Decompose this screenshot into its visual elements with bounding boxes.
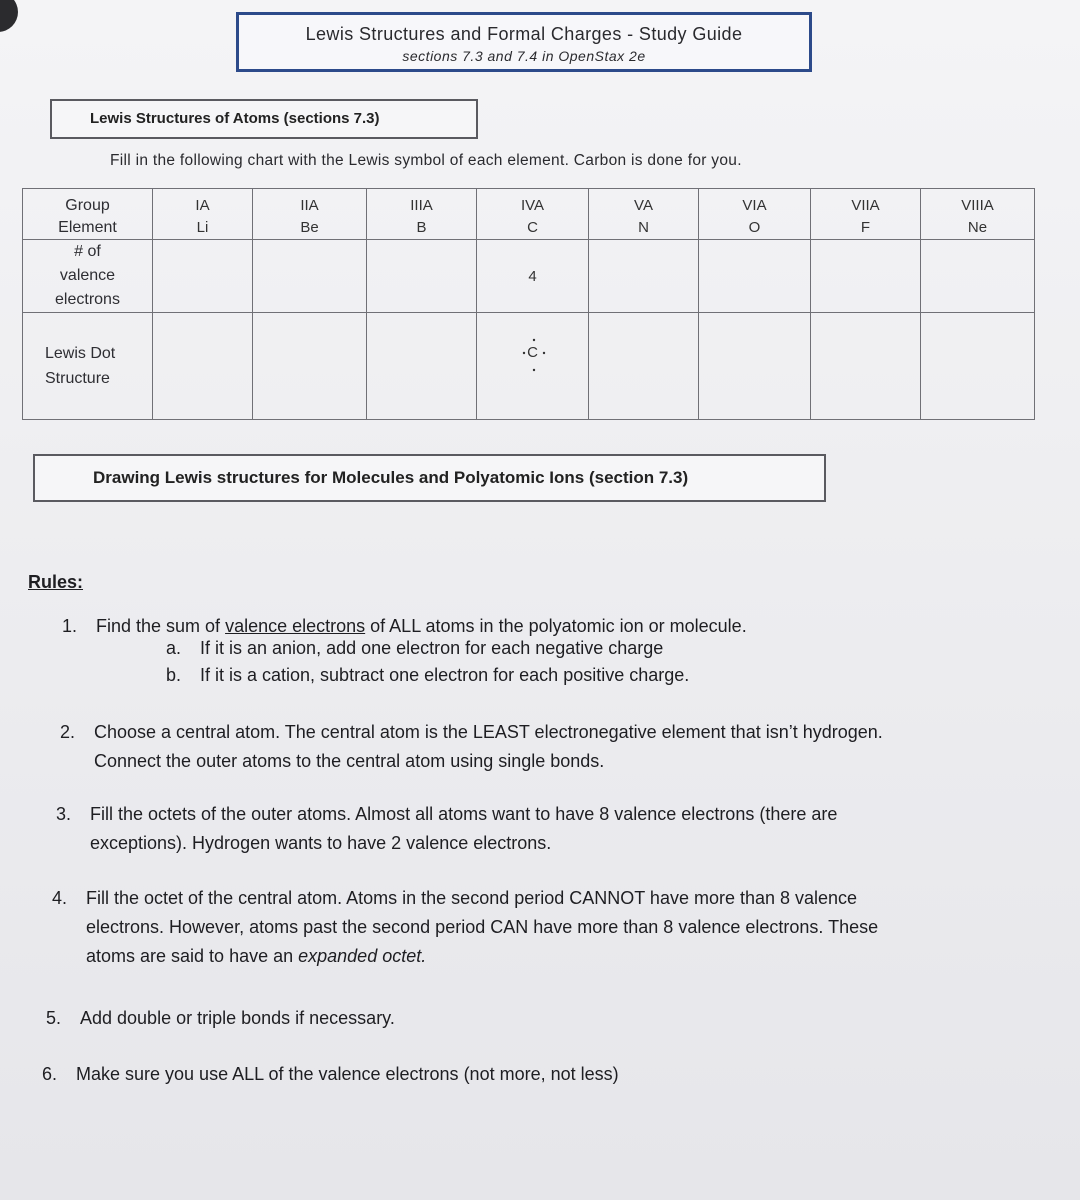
chart-cell-viia [811,189,921,240]
row-label-valence [23,240,153,313]
section-heading-atoms [50,99,478,139]
rule-4-line-1: Fill the octet of the central atom. Atoms in the second period CANNOT have more than 8 valence [86,888,858,908]
rule-number: 3. [56,804,72,824]
carbon-lewis-letter: C [527,343,538,361]
chart-instruction: Fill in the following chart with the Lewis symbol of each element. Carbon is done for you. [110,152,742,169]
lewis-cell-ne[interactable] [921,313,1035,420]
group-label: IIIA [410,197,433,214]
rule-text: Make sure you use ALL of the valence electrons (not more, not less) [76,1064,619,1084]
chart-cell-va [589,189,699,240]
lewis-symbol-chart [22,188,1035,420]
chart-cell-via [699,189,811,240]
element-symbol: Ne [967,219,988,236]
rule-number: 6. [42,1064,58,1084]
group-label: VIIIA [961,197,994,214]
title-box [236,12,812,72]
sub-label: a. [166,638,182,658]
lewis-cell-c [477,313,589,420]
element-symbol: Li [196,219,209,236]
row-label-lewis-2: Structure [45,370,110,387]
section-heading-atoms-text: Lewis Structures of Atoms (sections 7.3) [90,110,380,127]
row-label-group: Group [65,197,110,214]
group-label: IVA [520,197,545,214]
group-label: IIA [300,197,319,214]
sub-text: If it is a cation, subtract one electron for each positive charge. [200,665,690,685]
valence-cell-c: 4 [477,240,589,313]
rule-1-post: of ALL atoms in the polyatomic ion or molecule. [365,616,747,636]
element-symbol: Be [300,219,319,236]
rule-text [96,612,747,641]
element-symbol: C [527,219,538,236]
row-label-element: Element [58,219,117,236]
group-label: VIA [742,197,767,214]
valence-cell-be[interactable] [253,240,367,313]
lewis-cell-be[interactable] [253,313,367,420]
lewis-cell-b[interactable] [367,313,477,420]
lewis-cell-li[interactable] [153,313,253,420]
valence-cell-b[interactable] [367,240,477,313]
rule-text: Add double or triple bonds if necessary. [80,1008,395,1028]
carbon-lewis-symbol [527,344,538,361]
chart-cell-iva [477,189,589,240]
row-label-valence-3: electrons [55,291,120,308]
element-symbol: B [416,219,427,236]
rule-4-line-3 [86,942,878,971]
rule-3-line-1: Fill the octets of the outer atoms. Almost all atoms want to have 8 valence electrons (there are [90,804,838,824]
element-symbol: N [638,219,649,236]
binder-hole [0,0,18,32]
valence-cell-li[interactable] [153,240,253,313]
rules-heading: Rules: [28,572,84,592]
chart-cell-viiia [921,189,1035,240]
rule-1-pre: Find the sum of [96,616,226,636]
page-subtitle: sections 7.3 and 7.4 in OpenStax 2e [402,48,646,64]
rule-number: 5. [46,1008,62,1028]
row-label-valence-2: valence [59,267,116,284]
chart-row-group-element [23,189,1035,240]
rule-number: 2. [60,722,76,742]
lewis-cell-n[interactable] [589,313,699,420]
lewis-cell-o[interactable] [699,313,811,420]
rule-2-line-1: Choose a central atom. The central atom is the LEAST electronegative element that isn’t hydrogen. [94,722,883,742]
row-label-group-element [23,189,153,240]
section-heading-molecules [33,454,826,502]
page-title: Lewis Structures and Formal Charges - Study Guide [305,24,743,44]
group-label: VIIA [851,197,880,214]
lewis-cell-f[interactable] [811,313,921,420]
row-label-valence-1: # of [74,243,101,260]
sub-label: b. [166,665,182,685]
group-label: VA [634,197,653,214]
rule-text [94,718,883,776]
chart-row-valence [23,240,1035,313]
sub-text: If it is an anion, add one electron for each negative charge [200,638,664,658]
rule-text [90,800,837,858]
expanded-octet-term: expanded octet. [298,946,427,966]
section-heading-molecules-text: Drawing Lewis structures for Molecules and Polyatomic Ions (section 7.3) [93,468,689,487]
valence-cell-f[interactable] [811,240,921,313]
valence-cell-n[interactable] [589,240,699,313]
rule-text [86,884,878,971]
rule-4-line-2: electrons. However, atoms past the second period CAN have more than 8 valence electrons. These [86,917,879,937]
row-label-lewis [23,313,153,420]
element-symbol: F [860,219,871,236]
rule-2-line-2: Connect the outer atoms to the central atom using single bonds. [94,751,605,771]
rule-4-line-3-pre: atoms are said to have an [86,946,299,966]
group-label: IA [195,197,210,214]
row-label-lewis-1: Lewis Dot [45,345,116,362]
valence-cell-o[interactable] [699,240,811,313]
chart-row-lewis [23,313,1035,420]
rule-number: 4. [52,888,68,908]
valence-cell-ne[interactable] [921,240,1035,313]
carbon-dots-icon [521,336,547,376]
chart-cell-ia [153,189,253,240]
rule-3-line-2: exceptions). Hydrogen wants to have 2 valence electrons. [90,833,552,853]
valence-electrons-link: valence electrons [225,616,366,636]
rule-number: 1. [62,616,78,636]
chart-cell-iia [253,189,367,240]
element-symbol: O [748,219,761,236]
chart-cell-iiia [367,189,477,240]
